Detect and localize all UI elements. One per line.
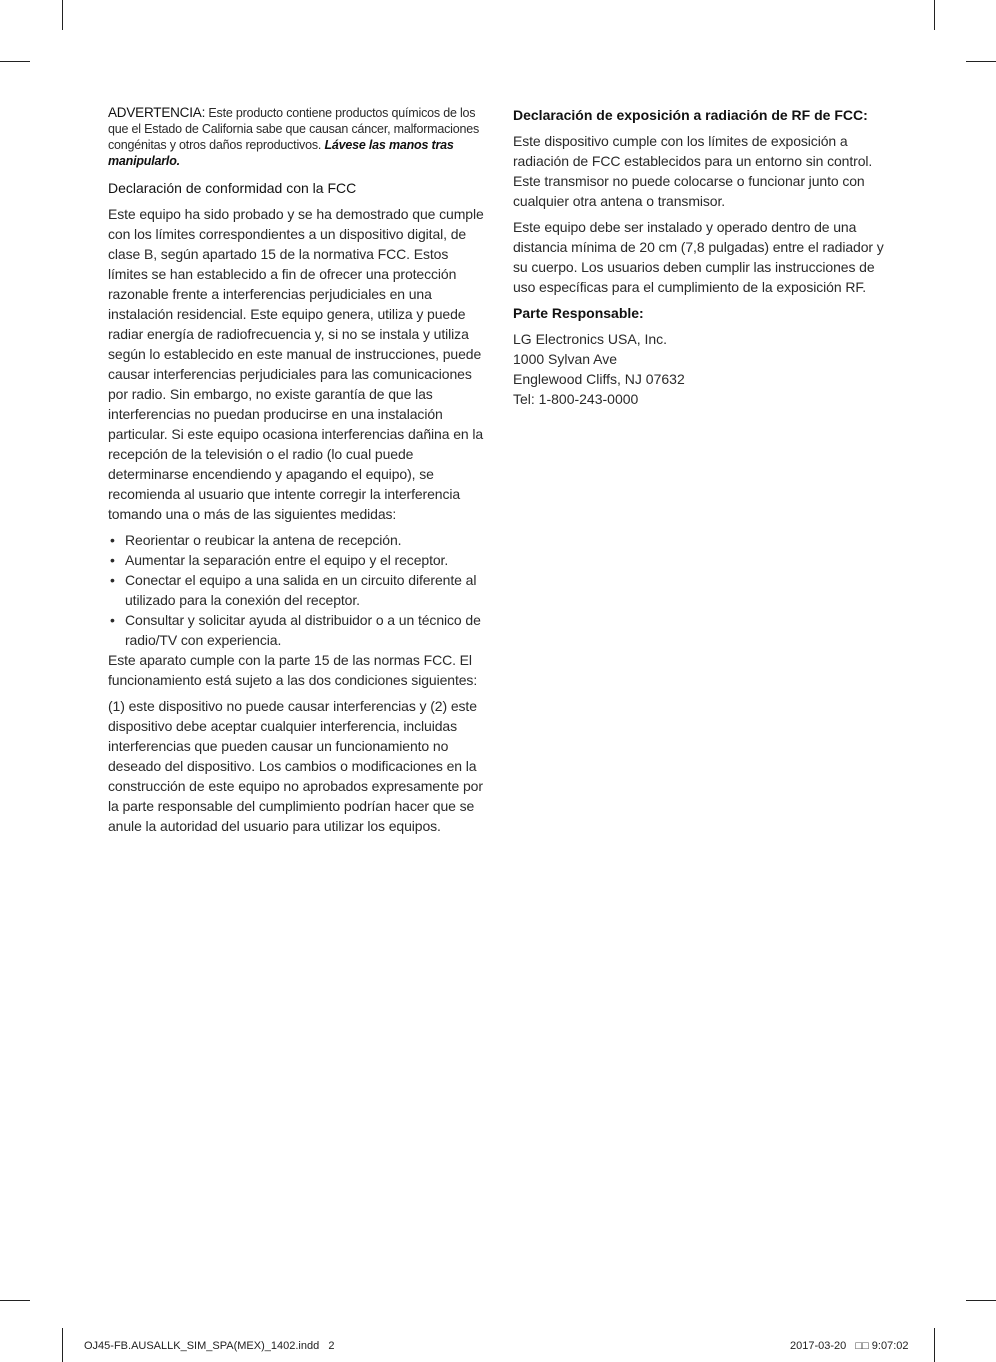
measures-list: [108, 530, 486, 650]
compliance-paragraph: Este aparato cumple con la parte 15 de las normas FCC. El funcionamiento está sujeto a las dos condiciones siguientes:: [108, 652, 478, 688]
fcc-conformity-heading: Declaración de conformidad con la FCC: [108, 180, 357, 196]
crop-mark: [934, 0, 935, 30]
crop-mark: [0, 1300, 30, 1301]
street-address: 1000 Sylvan Ave: [513, 351, 618, 367]
crop-mark: [966, 1300, 996, 1301]
bullet-icon: •: [110, 612, 115, 628]
list-item: • Consultar y solicitar ayuda al distribuidor o a un técnico de radio/TV con experiencia.: [110, 612, 481, 648]
fcc-conformity-paragraph: Este equipo ha sido probado y se ha demostrado que cumple con los límites correspondientes a un dispositivo digital, de clase B, según apartado 15 de la normativa FCC. Estos límites se han establecido a fin de ofrecer una protección razonable frente a interferencias perjudiciales en una instalación residencial. Este equipo genera, utiliza y puede radiar energía de radiofrecuencia y, si no se instala y utiliza según lo establecido en este manual de instrucciones, puede causar interferencias perjudiciales para las comunicaciones por radio. Sin embargo, no existe garantía de que las interferencias no puedan producirse en una instalación particular. Si este equipo ocasiona interferencias dañina en la recepción de la televisión o el radio (lo cual puede determinarse encendiendo y apagando el equipo), se recomienda al usuario que intente corregir la interferencia tomando una o más de las siguientes medidas:: [108, 206, 484, 522]
crop-mark: [62, 1328, 63, 1362]
bullet-icon: •: [110, 572, 115, 588]
rf-exposure-paragraph-1: Este dispositivo cumple con los límites de exposición a radiación de FCC establecidos para un entorno sin control. Este transmisor no puede colocarse o funcionar junto con cualquier otra antena o transmisor.: [513, 133, 873, 209]
rf-exposure-heading: Declaración de exposición a radiación de RF de FCC:: [513, 107, 868, 123]
crop-mark: [966, 61, 996, 62]
warning-text: Este producto contiene productos químicos de los que el Estado de California sabe que causan cáncer, malformaciones congénitas y otros daños reproductivos.: [108, 106, 480, 152]
crop-mark: [62, 0, 63, 30]
list-item: • Aumentar la separación entre el equipo y el receptor.: [110, 552, 449, 568]
conditions-paragraph: (1) este dispositivo no puede causar interferencias y (2) este dispositivo debe aceptar cualquier interferencia, incluidas interferencias que pueden causar un funcionamiento no deseado del dispositivo. Los cambios o modificaciones en la construcción de este equipo no aprobados expresamente por la parte responsable del cumplimiento podrían hacer que se anule la autoridad del usuario para utilizar los equipos.: [108, 698, 483, 834]
crop-mark: [934, 1328, 935, 1362]
footer-file-name: OJ45-FB.AUSALLK_SIM_SPA(MEX)_1402.indd 2: [84, 1340, 335, 1352]
california-warning: [108, 105, 486, 169]
list-item: • Conectar el equipo a una salida en un circuito diferente al utilizado para la conexión del receptor.: [110, 572, 477, 608]
list-item: • Reorientar o reubicar la antena de recepción.: [110, 532, 402, 548]
responsible-party-heading: Parte Responsable:: [513, 305, 644, 321]
responsible-party-address: [513, 329, 893, 409]
bullet-icon: •: [110, 552, 115, 568]
city-address: Englewood Cliffs, NJ 07632: [513, 371, 685, 387]
company-name: LG Electronics USA, Inc.: [513, 331, 668, 347]
rf-exposure-paragraph-2: Este equipo debe ser instalado y operado dentro de una distancia mínima de 20 cm (7,8 pulgadas) entre el radiador y su cuerpo. Los usuarios deben cumplir las instrucciones de uso específicas para el cumplimiento de la exposición RF.: [513, 219, 884, 295]
left-column: [108, 105, 486, 842]
warning-emphasis: Lávese las manos tras manipularlo.: [108, 138, 454, 168]
right-column: [513, 105, 893, 409]
crop-mark: [0, 61, 30, 62]
bullet-icon: •: [110, 532, 115, 548]
footer-timestamp: 2017-03-20 □□ 9:07:02: [790, 1340, 909, 1352]
warning-label: ADVERTENCIA:: [108, 105, 206, 120]
phone-number: Tel: 1-800-243-0000: [513, 391, 639, 407]
